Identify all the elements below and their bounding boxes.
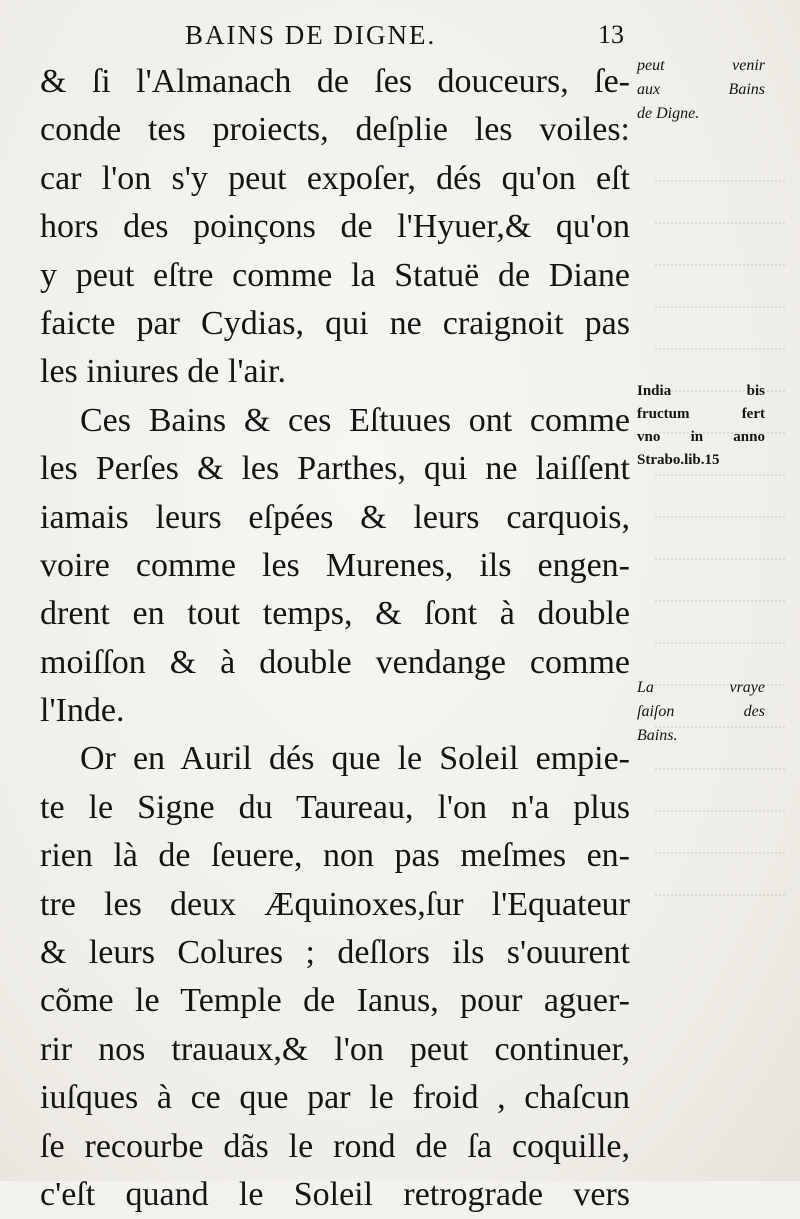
margin-note-line: aux Bains: [637, 81, 765, 98]
text-line: c'eſt quand le Soleil retrograde vers: [40, 1175, 630, 1213]
text-line: les iniures de l'air.: [40, 353, 286, 391]
text-line: voire comme les Murenes, ils engen-: [40, 546, 630, 584]
text-line: ſe recourbe dãs le rond de ſa coquille,: [40, 1127, 630, 1165]
page-number: 13: [598, 20, 624, 49]
margin-note-line: vno in anno: [637, 429, 765, 445]
margin-note-line: fructum fert: [637, 406, 765, 422]
text-line: rir nos trauaux,& l'on peut continuer,: [40, 1030, 630, 1068]
text-line: te le Signe du Taureau, l'on n'a plus: [40, 788, 630, 826]
text-line: iamais leurs eſpées & leurs carquois,: [40, 498, 630, 536]
text-line: drent en tout temps, & ſont à double: [40, 595, 630, 633]
margin-note-line: Strabo.lib.15: [637, 452, 720, 468]
text-line: cõme le Temple de Ianus, pour aguer-: [40, 982, 630, 1020]
margin-note-line: La vraye: [637, 679, 765, 696]
margin-note-3: [637, 676, 765, 748]
text-line: tre les deux Æquinoxes,ſur l'Equateur: [40, 885, 630, 923]
text-line: rien là de ſeuere, non pas meſmes en-: [40, 837, 630, 875]
margin-note-2: [637, 380, 765, 472]
text-line: les Perſes & les Parthes, qui ne laiſſent: [40, 450, 630, 488]
bleed-through-text: [655, 150, 785, 900]
text-line: Or en Auril dés que le Soleil empie-: [80, 740, 630, 778]
text-line: Ces Bains & ces Eſtuues ont comme: [80, 401, 630, 439]
text-line: conde tes proiects, deſplie les voiles:: [40, 111, 630, 149]
text-line: faicte par Cydias, qui ne craignoit pas: [40, 304, 630, 342]
margin-note-1: [637, 54, 765, 126]
text-line: y peut eſtre comme la Statuë de Diane: [40, 256, 630, 294]
text-line: car l'on s'y peut expoſer, dés qu'on eſt: [40, 159, 630, 197]
text-line: hors des poinçons de l'Hyuer,& qu'on: [40, 208, 630, 246]
margin-note-line: India bis: [637, 383, 765, 399]
margin-note-line: peut venir: [637, 57, 765, 74]
running-title: BAINS DE DIGNE.: [185, 20, 437, 50]
text-line: & leurs Colures ; deſlors ils s'ouurent: [40, 934, 630, 972]
text-line: moiſſon & à double vendange comme: [40, 643, 630, 681]
text-line: & ſi l'Almanach de ſes douceurs, ſe-: [40, 63, 630, 100]
margin-note-line: ſaiſon des: [637, 703, 765, 720]
text-line: iuſques à ce que par le froid , chaſcun: [40, 1079, 630, 1117]
margin-note-line: de Digne.: [637, 105, 700, 122]
text-line: l'Inde.: [40, 692, 125, 730]
margin-note-line: Bains.: [637, 727, 678, 744]
body-text: [40, 58, 630, 1219]
